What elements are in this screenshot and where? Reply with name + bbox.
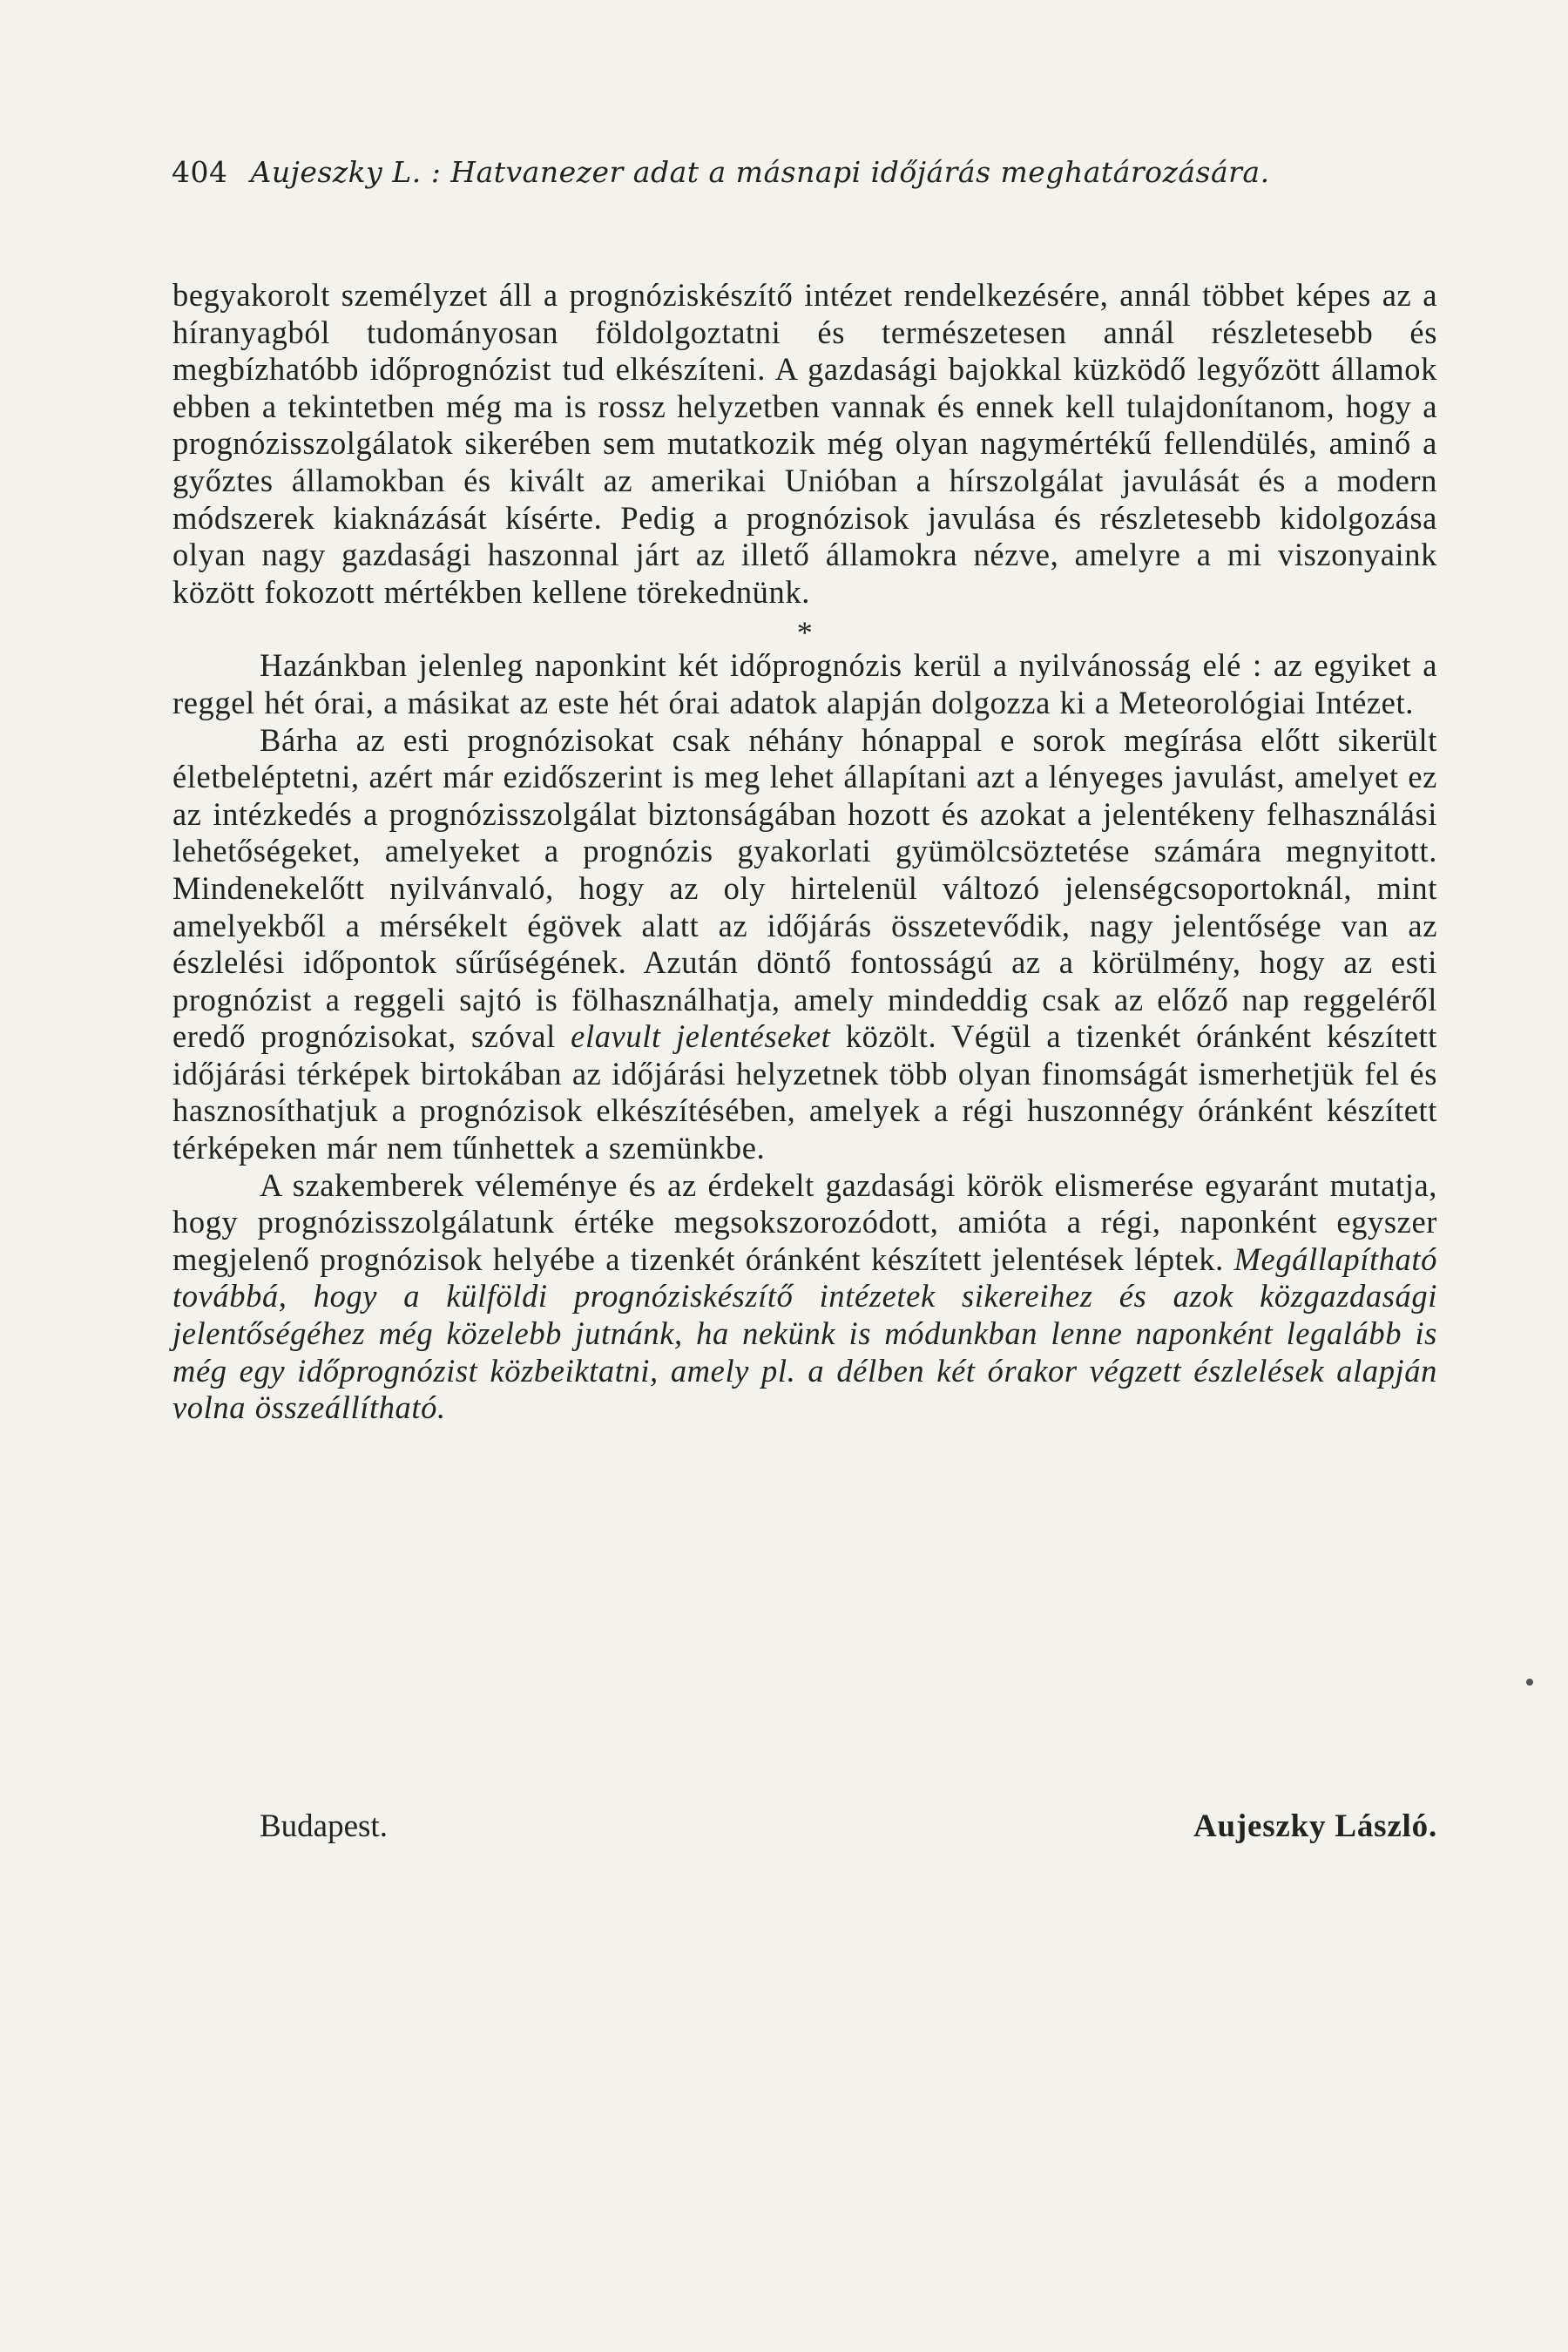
paragraph-conclusion xyxy=(172,1167,1437,1427)
page-number: 404 xyxy=(172,155,228,189)
paragraph-evening-forecasts xyxy=(172,722,1437,1167)
paragraph-text: A szakemberek véleménye és az érdekelt gazdasági körök elismerése egyaránt mutatja, hogy prognózisszolgálatunk értéke megsokszorozódott, amióta a régi, naponként egyszer megjelenő prognózisok helyébe a tizenkét óránként készített jelentések léptek. xyxy=(172,1166,1437,1277)
signature-block xyxy=(172,1808,1437,1851)
emphasis-text: Megállapítható továbbá, hogy a külföldi prognóziskészítő intézetek sikereihez és azok közgazdasági jelentőségéhez még közelebb jutnánk, ha nekünk is módunkban lenne naponként legalább is még egy időprognózist közbeiktatni, amely pl. a délben két órakor végzett észlelések alapján volna összeállítható. xyxy=(172,1240,1437,1426)
signature-place: Budapest. xyxy=(260,1808,388,1844)
paragraph-continuation: begyakorolt személyzet áll a prognóziskészítő intézet rendelkezésére, annál többet képes az a híranyagból tudományosan földolgoztatni és természetesen annál részletesebb és megbízhatóbb időprognózist tud elkészíteni. A gazdasági bajokkal küzködő legyőzött államok ebben a tekintetben még ma is rossz helyzetben vannak és ennek kell tulajdonítanom, hogy a prognózisszolgálatok sikerében sem mutatkozik még olyan nagymértékű fellendülés, aminő a győztes államokban és kivált az amerikai Unióban a hírszolgálat javulását és a modern módszerek kiaknázását kísérte. Pedig a prognózisok javulása és részletesebb kidolgozása olyan nagy gazdasági haszonnal járt az illető államokra nézve, amelyre a mi viszonyaink között fokozott mértékben kellene törekednünk. xyxy=(172,277,1437,610)
paragraph-forecasts: Hazánkban jelenleg naponkint két időprognózis kerül a nyilvánosság elé : az egyiket a reggel hét órai, a másikat az este hét órai adatok alapján dolgozza ki a Meteorológiai Intézet. xyxy=(172,647,1437,720)
section-separator: * xyxy=(796,615,814,651)
article-body xyxy=(172,277,1437,1427)
running-title: Aujeszky L. : Hatvanezer adat a másnapi időjárás meghatározására. xyxy=(250,155,1270,189)
paper-speck xyxy=(1526,1679,1533,1686)
emphasis-text: elavult jelentéseket xyxy=(571,1018,831,1055)
paragraph-text: Bárha az esti prognózisokat csak néhány hónappal e sorok megírása előtt sikerült életbeléptetni, azért már ezidőszerint is meg lehet állapítani azt a lényeges javulást, amelyet ez az intézkedés a prognózisszolgálat biztonságában hozott és azokat a jelentékeny felhasználási lehetőségeket, amelyeket a prognózis gyakorlati gyümölcsöztetése számára megnyitott. Mindenekelőtt nyilvánvaló, hogy az oly hirtelenül változó jelenségcsoportoknál, mint amelyekből a mérsékelt égövek alatt az időjárás összetevődik, nagy jelentősége van az észlelési időpontok sűrűségének. Azután döntő fontosságú az a körülmény, hogy az esti prognózist a reggeli sajtó is fölhasználhatja, amely mindeddig csak az előző nap reggeléről eredő prognózisokat, szóval xyxy=(172,721,1437,1055)
paragraph-text: közölt. Végül a tizenkét óránként készített időjárási térképek birtokában az időjárási helyzetnek több olyan finomságát ismerhetjük fel és hasznosíthatjuk a prognózisok elkészítésében, amelyek a régi huszonnégy óránként készített térképeken már nem tűnhettek a szemünkbe. xyxy=(172,1018,1437,1166)
signature-author: Aujeszky László. xyxy=(1193,1808,1437,1844)
running-header xyxy=(172,155,1443,189)
